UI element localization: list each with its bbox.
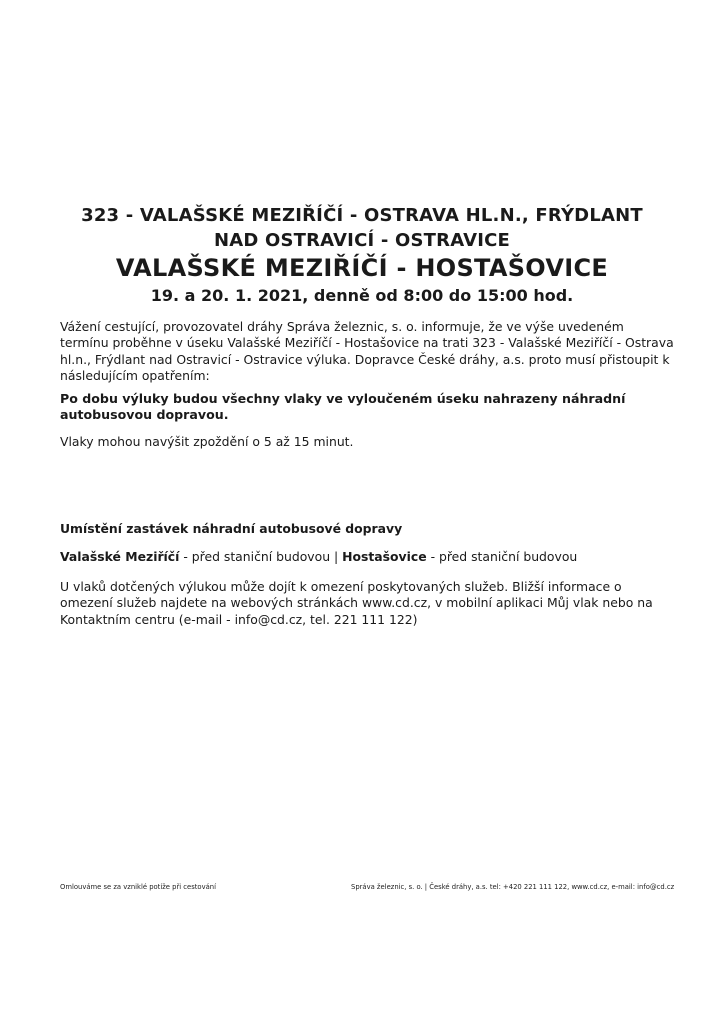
route-title-line1: 323 - VALAŠSKÉ MEZIŘÍČÍ - OSTRAVA HL.N., FRÝDLANT [81,205,643,226]
stop2-location: - před staniční budovou [426,549,578,564]
delay-notice: Vlaky mohou navýšit zpoždění o 5 až 15 minut. [60,434,354,449]
intro-paragraph: Vážení cestující, provozovatel dráhy Správa železnic, s. o. informuje, že ve výše uvedeném termínu proběhne v úseku Valašské Meziříčí - Hostašovice na trati 323 - Valašské Meziříčí - Ostrava hl.n., Frýdlant nad Ostravicí - Ostravice výluka. Dopravce České dráhy, a.s. proto musí přistoupit k následujícím opatřením: [60,319,674,384]
stops-line [60,549,676,565]
stop1-name: Valašské Meziříčí [60,549,180,564]
footer-apology: Omlouváme se za vzniklé potíže při cestování [60,883,216,891]
services-paragraph: U vlaků dotčených výlukou může dojít k omezení poskytovaných služeb. Bližší informace o omezení služeb najdete na webových stránkách www.cd.cz, v mobilní aplikaci Můj vlak nebo na Kontaktním centru (e-mail - info@cd.cz, tel. 221 111 122) [60,579,653,627]
stop2-name: Hostašovice [342,549,427,564]
replacement-notice: Po dobu výluky budou všechny vlaky ve vyloučeném úseku nahrazeny náhradní autobusovou dopravou. [60,391,626,423]
stop1-location: - před staniční budovou | [179,549,343,564]
notice-header [0,203,724,309]
route-title-line2: NAD OSTRAVICÍ - OSTRAVICE [213,230,511,251]
stops-heading: Umístění zastávek náhradní autobusové dopravy [60,521,403,536]
section-title: VALAŠSKÉ MEZIŘÍČÍ - HOSTAŠOVICE [115,254,609,282]
footer-contact: Správa železnic, s. o. | České dráhy, a.s. tel: +420 221 111 122, www.cd.cz, e-mail: info@cd.cz [351,883,675,891]
closure-date: 19. a 20. 1. 2021, denně od 8:00 do 15:00 hod. [150,286,574,305]
